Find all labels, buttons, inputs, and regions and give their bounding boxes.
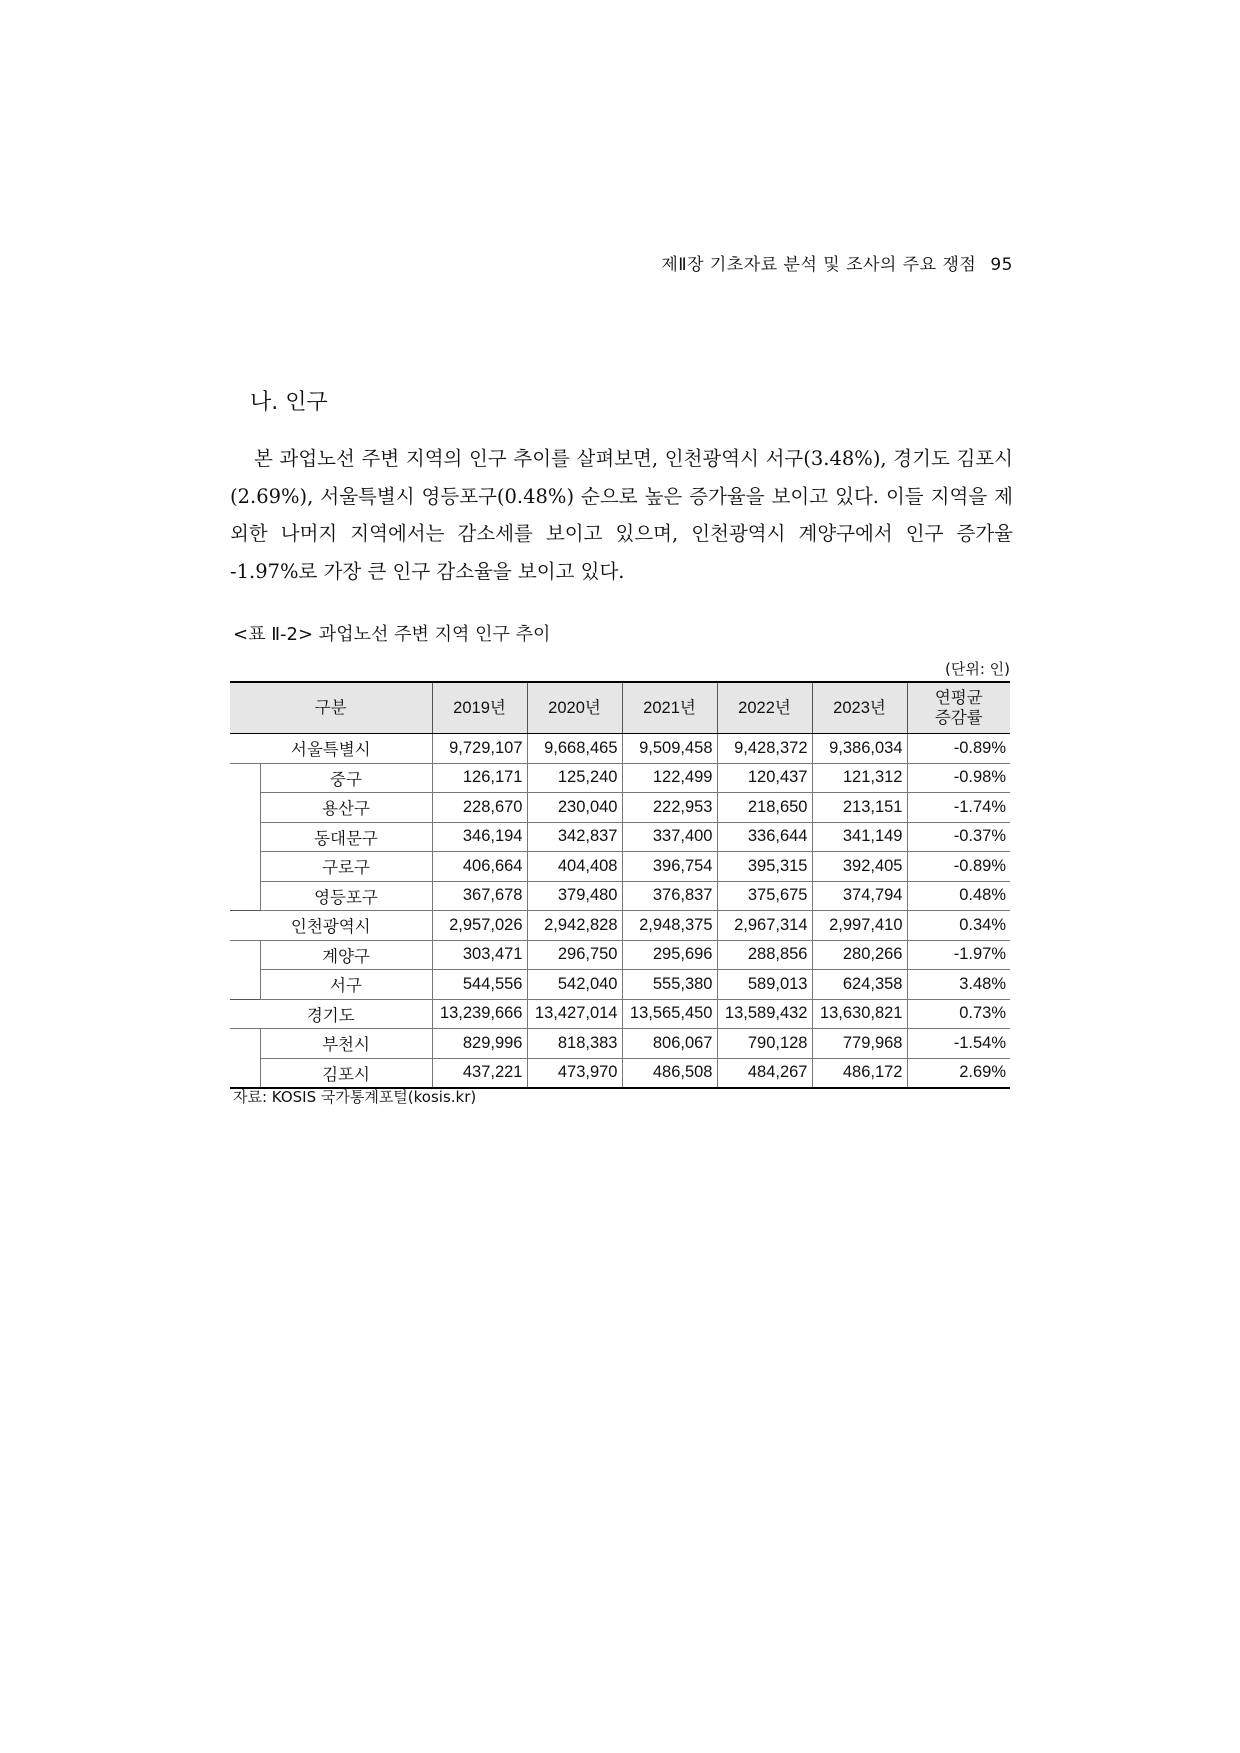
cell-2023: 486,172: [812, 1058, 907, 1088]
cell-2019: 303,471: [432, 940, 527, 970]
cell-2020: 542,040: [527, 970, 622, 1000]
section-heading: 나. 인구: [250, 390, 328, 415]
cell-2020: 13,427,014: [527, 999, 622, 1029]
cell-2021: 376,837: [622, 881, 717, 911]
cell-2021: 295,696: [622, 940, 717, 970]
cell-rate: -1.74%: [907, 793, 1010, 823]
body-paragraph: 본 과업노선 주변 지역의 인구 추이를 살펴보면, 인천광역시 서구(3.48%), 경기도 김포시(2.69%), 서울특별시 영등포구(0.48%) 순으로 높은 증가율을 보이고 있다. 이들 지역을 제외한 나머지 지역에서는 감소세를 보이고 있으며, 인천광역시 계양구에서 인구 증가율 -1.97%로 가장 큰 인구 감소율을 보이고 있다.: [230, 447, 1013, 583]
table-row: [230, 1029, 1010, 1059]
cell-2023: 624,358: [812, 970, 907, 1000]
header-category: 구분: [230, 682, 432, 734]
table-row: [230, 911, 1010, 941]
region-name: 서울특별시: [230, 734, 432, 764]
cell-2020: 379,480: [527, 881, 622, 911]
table-row: [230, 881, 1010, 911]
cell-rate: 3.48%: [907, 970, 1010, 1000]
cell-2022: 336,644: [717, 822, 812, 852]
unit-note: (단위: 인): [945, 660, 1010, 678]
cell-2022: 790,128: [717, 1029, 812, 1059]
header-2020: 2020년: [527, 682, 622, 734]
cell-rate: 0.73%: [907, 999, 1010, 1029]
cell-2023: 9,386,034: [812, 734, 907, 764]
region-name: 경기도: [230, 999, 432, 1029]
table-row: [230, 763, 1010, 793]
cell-2020: 2,942,828: [527, 911, 622, 941]
district-name: 서구: [260, 970, 432, 1000]
cell-2023: 121,312: [812, 763, 907, 793]
district-name: 김포시: [260, 1058, 432, 1088]
table-caption: <표 Ⅱ-2> 과업노선 주변 지역 인구 추이: [233, 624, 551, 645]
chapter-title: 제Ⅱ장 기초자료 분석 및 조사의 주요 쟁점: [661, 255, 977, 275]
header-2019: 2019년: [432, 682, 527, 734]
cell-2023: 213,151: [812, 793, 907, 823]
population-table: [230, 681, 1010, 1089]
table-row: [230, 999, 1010, 1029]
cell-rate: 2.69%: [907, 1058, 1010, 1088]
district-name: 용산구: [260, 793, 432, 823]
header-2021: 2021년: [622, 682, 717, 734]
source-note: 자료: KOSIS 국가통계포털(kosis.kr): [233, 1088, 477, 1106]
cell-rate: -0.98%: [907, 763, 1010, 793]
cell-2021: 396,754: [622, 852, 717, 882]
cell-2022: 2,967,314: [717, 911, 812, 941]
cell-2022: 218,650: [717, 793, 812, 823]
table-row: [230, 970, 1010, 1000]
district-name: 영등포구: [260, 881, 432, 911]
header-rate-line1: 연평균: [934, 689, 983, 707]
indent-spacer: [230, 1029, 260, 1089]
cell-rate: -0.37%: [907, 822, 1010, 852]
cell-2023: 2,997,410: [812, 911, 907, 941]
cell-rate: -1.54%: [907, 1029, 1010, 1059]
cell-2022: 395,315: [717, 852, 812, 882]
indent-spacer: [230, 763, 260, 911]
cell-2021: 9,509,458: [622, 734, 717, 764]
cell-2020: 296,750: [527, 940, 622, 970]
district-name: 동대문구: [260, 822, 432, 852]
cell-rate: -0.89%: [907, 852, 1010, 882]
cell-2020: 404,408: [527, 852, 622, 882]
cell-2022: 9,428,372: [717, 734, 812, 764]
cell-2019: 228,670: [432, 793, 527, 823]
district-name: 구로구: [260, 852, 432, 882]
cell-2020: 818,383: [527, 1029, 622, 1059]
cell-2019: 829,996: [432, 1029, 527, 1059]
cell-rate: -1.97%: [907, 940, 1010, 970]
cell-2021: 486,508: [622, 1058, 717, 1088]
cell-2023: 341,149: [812, 822, 907, 852]
cell-2021: 806,067: [622, 1029, 717, 1059]
cell-rate: -0.89%: [907, 734, 1010, 764]
cell-2023: 280,266: [812, 940, 907, 970]
cell-2022: 589,013: [717, 970, 812, 1000]
cell-2019: 126,171: [432, 763, 527, 793]
table-body: [230, 734, 1010, 1089]
cell-2022: 120,437: [717, 763, 812, 793]
cell-2023: 392,405: [812, 852, 907, 882]
cell-2019: 2,957,026: [432, 911, 527, 941]
table-row: [230, 940, 1010, 970]
cell-2021: 2,948,375: [622, 911, 717, 941]
table-row: [230, 822, 1010, 852]
cell-2022: 375,675: [717, 881, 812, 911]
indent-spacer: [230, 940, 260, 999]
cell-2020: 9,668,465: [527, 734, 622, 764]
cell-2021: 122,499: [622, 763, 717, 793]
cell-2023: 779,968: [812, 1029, 907, 1059]
cell-2020: 125,240: [527, 763, 622, 793]
table-row: [230, 734, 1010, 764]
cell-2019: 346,194: [432, 822, 527, 852]
cell-2021: 337,400: [622, 822, 717, 852]
district-name: 계양구: [260, 940, 432, 970]
cell-2023: 374,794: [812, 881, 907, 911]
page-number: 95: [990, 255, 1013, 275]
table-row: [230, 1058, 1010, 1088]
cell-2022: 484,267: [717, 1058, 812, 1088]
table-row: [230, 852, 1010, 882]
district-name: 중구: [260, 763, 432, 793]
cell-2020: 473,970: [527, 1058, 622, 1088]
running-head: [230, 250, 1013, 275]
region-name: 인천광역시: [230, 911, 432, 941]
cell-2019: 544,556: [432, 970, 527, 1000]
cell-2019: 13,239,666: [432, 999, 527, 1029]
cell-2021: 555,380: [622, 970, 717, 1000]
cell-2019: 367,678: [432, 881, 527, 911]
cell-rate: 0.48%: [907, 881, 1010, 911]
cell-2023: 13,630,821: [812, 999, 907, 1029]
cell-2021: 222,953: [622, 793, 717, 823]
district-name: 부천시: [260, 1029, 432, 1059]
cell-2022: 288,856: [717, 940, 812, 970]
cell-2022: 13,589,432: [717, 999, 812, 1029]
cell-2020: 342,837: [527, 822, 622, 852]
header-2023: 2023년: [812, 682, 907, 734]
table-row: [230, 793, 1010, 823]
cell-2019: 9,729,107: [432, 734, 527, 764]
table-header-row: [230, 682, 1010, 734]
cell-2020: 230,040: [527, 793, 622, 823]
header-rate-line2: 증감률: [934, 709, 983, 727]
cell-2021: 13,565,450: [622, 999, 717, 1029]
cell-2019: 406,664: [432, 852, 527, 882]
header-annual-rate: [907, 682, 1010, 734]
cell-rate: 0.34%: [907, 911, 1010, 941]
cell-2019: 437,221: [432, 1058, 527, 1088]
header-2022: 2022년: [717, 682, 812, 734]
